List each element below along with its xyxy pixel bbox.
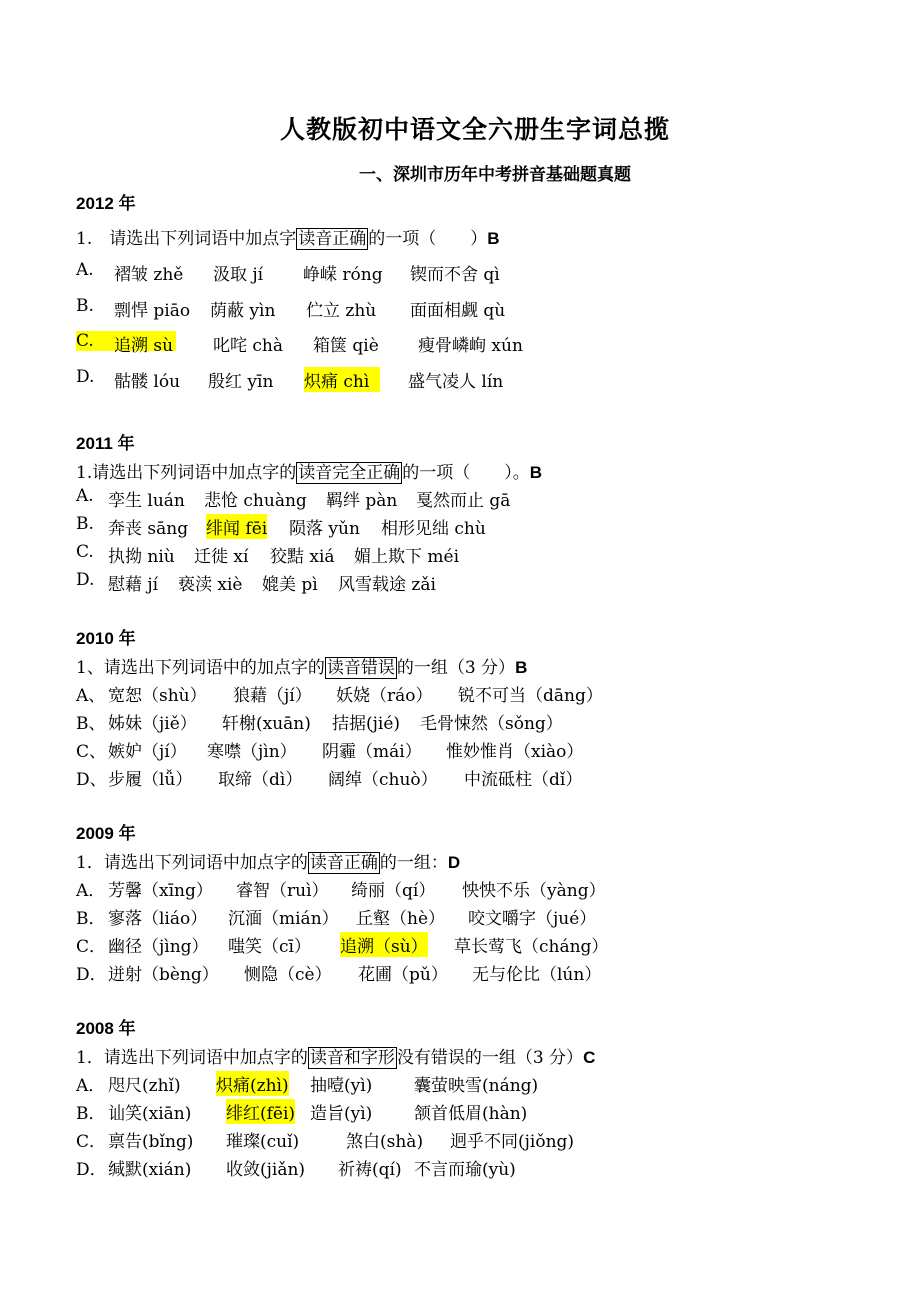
option-word: 奔丧 sāng (108, 519, 189, 539)
option-label: D. (76, 367, 95, 387)
option-label: A. (76, 260, 94, 280)
option-word: 戛然而止 gā (416, 491, 511, 511)
option-word: 瘦骨嶙峋 xún (418, 336, 523, 356)
option-word: 咬文嚼字（jué） (468, 909, 597, 929)
option-label: B. (76, 296, 94, 316)
option-word: 殷红 yīn (208, 372, 274, 392)
option-word: 讪笑(xiān) (108, 1104, 192, 1124)
option-word: 迁徙 xí (194, 547, 249, 567)
option-label: A、 (76, 686, 106, 706)
option-word: 伫立 zhù (306, 301, 377, 321)
option-word: 毛骨悚然（sǒng） (420, 714, 563, 734)
option-word: 无与伦比（lún） (472, 965, 602, 985)
option-word: 骷髅 lóu (114, 372, 181, 392)
option-word: 嫉妒（jí） (108, 742, 187, 762)
option-word: 相形见绌 chù (381, 519, 486, 539)
option-word: 抽噎(yì) (310, 1076, 373, 1096)
option-word: 陨落 yǔn (289, 519, 360, 539)
option-word: 造旨(yì) (310, 1104, 373, 1124)
answer: B (515, 658, 528, 677)
year-heading-2010: 2010 年 (76, 629, 136, 649)
option-word: 面面相觑 qù (410, 301, 506, 321)
question: 1. 请选出下列词语中加点字 读音正确 的一项（ ）B (76, 229, 500, 249)
question: 1．请选出下列词语中加点字的 读音和字形 没有错误的一组（3 分）C (76, 1048, 596, 1068)
option-word: 惟妙惟肖（xiào） (446, 742, 584, 762)
option-word: 囊萤映雪(náng) (414, 1076, 539, 1096)
option-word: 怏怏不乐（yàng） (462, 881, 606, 901)
option-word: 执拗 niù (108, 547, 175, 567)
option-label: B. (76, 514, 94, 534)
option-word: 收敛(jiǎn) (226, 1160, 306, 1180)
option-label: A． (76, 881, 106, 901)
option-label: D、 (76, 770, 107, 790)
option-word: 丘壑（hè） (356, 909, 446, 929)
option-word: 嗤笑（cī） (228, 937, 311, 957)
section-heading: 一、深圳市历年中考拼音基础题真题 (359, 165, 631, 185)
option-word: 取缔（dì） (218, 770, 303, 790)
option-word: 颔首低眉(hàn) (414, 1104, 528, 1124)
option-word: 绮丽（qí） (351, 881, 436, 901)
option-word: 煞白(shà) (346, 1132, 424, 1152)
option-word: 汲取 jí (213, 265, 264, 285)
year-heading-2008: 2008 年 (76, 1019, 136, 1039)
option-word: 花圃（pǔ） (358, 965, 448, 985)
option-word: 睿智（ruì） (236, 881, 329, 901)
highlighted-option: 追溯（sù） (340, 932, 428, 957)
option-word: 宽恕（shù） (108, 686, 207, 706)
option-word: 亵渎 xiè (178, 575, 243, 595)
option-word: 缄默(xián) (108, 1160, 192, 1180)
option-word: 风雪载途 zǎi (338, 575, 436, 595)
option-word: 狡黠 xiá (270, 547, 335, 567)
option-word: 锲而不舍 qì (410, 265, 500, 285)
option-label: C. (76, 542, 94, 562)
option-label: D． (76, 1160, 107, 1180)
option-word: 恻隐（cè） (244, 965, 332, 985)
question: 1.请选出下列词语中加点字的 读音完全正确 的一项（ ）。B (76, 463, 543, 483)
option-word: 中流砥柱（dǐ） (464, 770, 583, 790)
option-word: 孪生 luán (108, 491, 185, 511)
option-word: 媲美 pì (262, 575, 318, 595)
option-word: 幽径（jìng） (108, 937, 209, 957)
option-word: 寒噤（jìn） (207, 742, 297, 762)
question: 1、请选出下列词语中的加点字的 读音错误 的一组（3 分）B (76, 658, 528, 678)
option-word: 锐不可当（dāng） (458, 686, 603, 706)
option-word: 叱咤 chà (213, 336, 284, 356)
answer: C (583, 1048, 596, 1067)
option-word: 祈祷(qí) (338, 1160, 402, 1180)
option-word: 褶皱 zhě (114, 265, 184, 285)
highlighted-option: C. 追溯 sù (76, 331, 176, 351)
option-word: 媚上欺下 méi (354, 547, 460, 567)
option-label: C． (76, 1132, 107, 1152)
year-heading-2009: 2009 年 (76, 824, 136, 844)
option-word: 迥乎不同(jiǒng) (450, 1132, 575, 1152)
option-word: 迸射（bèng） (108, 965, 219, 985)
option-word: 慰藉 jí (108, 575, 159, 595)
option-label: A． (76, 1076, 106, 1096)
option-word: 璀璨(cuǐ) (226, 1132, 300, 1152)
option-word: 荫蔽 yìn (210, 301, 276, 321)
option-label: B、 (76, 714, 106, 734)
option-word: 拮据(jié) (332, 714, 401, 734)
question: 1．请选出下列词语中加点字的 读音正确 的一组：D (76, 853, 461, 873)
option-word: 妖娆（ráo） (336, 686, 433, 706)
highlighted-option: 炽痛(zhì) (216, 1071, 289, 1096)
answer: B (529, 463, 543, 482)
option-label: B． (76, 909, 106, 929)
option-word: 姊妹（jiě） (108, 714, 197, 734)
option-word: 禀告(bǐng) (108, 1132, 194, 1152)
answer: B (487, 229, 500, 248)
option-word: 剽悍 piāo (114, 301, 191, 321)
option-word: 沉湎（mián） (228, 909, 339, 929)
option-word: 羁绊 pàn (326, 491, 398, 511)
option-label: A. (76, 486, 94, 506)
option-word: 峥嵘 róng (303, 265, 383, 285)
option-word: 盛气凌人 lín (408, 372, 504, 392)
option-word: 步履（lǚ） (108, 770, 193, 790)
option-word: 寥落（liáo） (108, 909, 208, 929)
highlighted-option: 炽痛 chì (304, 367, 380, 392)
option-word: 狼藉（jí） (233, 686, 312, 706)
option-label: D． (76, 965, 107, 985)
option-word: 悲怆 chuàng (204, 491, 307, 511)
highlighted-option: 绯闻 fēi (206, 514, 267, 539)
option-word: 草长莺飞（cháng） (454, 937, 609, 957)
option-word: 箱箧 qiè (313, 336, 379, 356)
page-title: 人教版初中语文全六册生字词总揽 (279, 115, 670, 144)
option-label: C、 (76, 742, 107, 762)
highlighted-option: 绯红(fēi) (226, 1099, 295, 1124)
option-word: 咫尺(zhǐ) (108, 1076, 181, 1096)
option-label: B． (76, 1104, 106, 1124)
option-word: 阔绰（chuò） (328, 770, 438, 790)
answer: D (447, 853, 461, 872)
year-heading-2012: 2012 年 (76, 194, 136, 214)
year-heading-2011: 2011 年 (76, 434, 135, 454)
option-label: C． (76, 937, 107, 957)
option-word: 轩榭(xuān) (222, 714, 311, 734)
option-label: D. (76, 570, 95, 590)
option-word: 不言而瑜(yù) (414, 1160, 516, 1180)
option-word: 芳馨（xīng） (108, 881, 213, 901)
option-word: 阴霾（mái） (322, 742, 422, 762)
